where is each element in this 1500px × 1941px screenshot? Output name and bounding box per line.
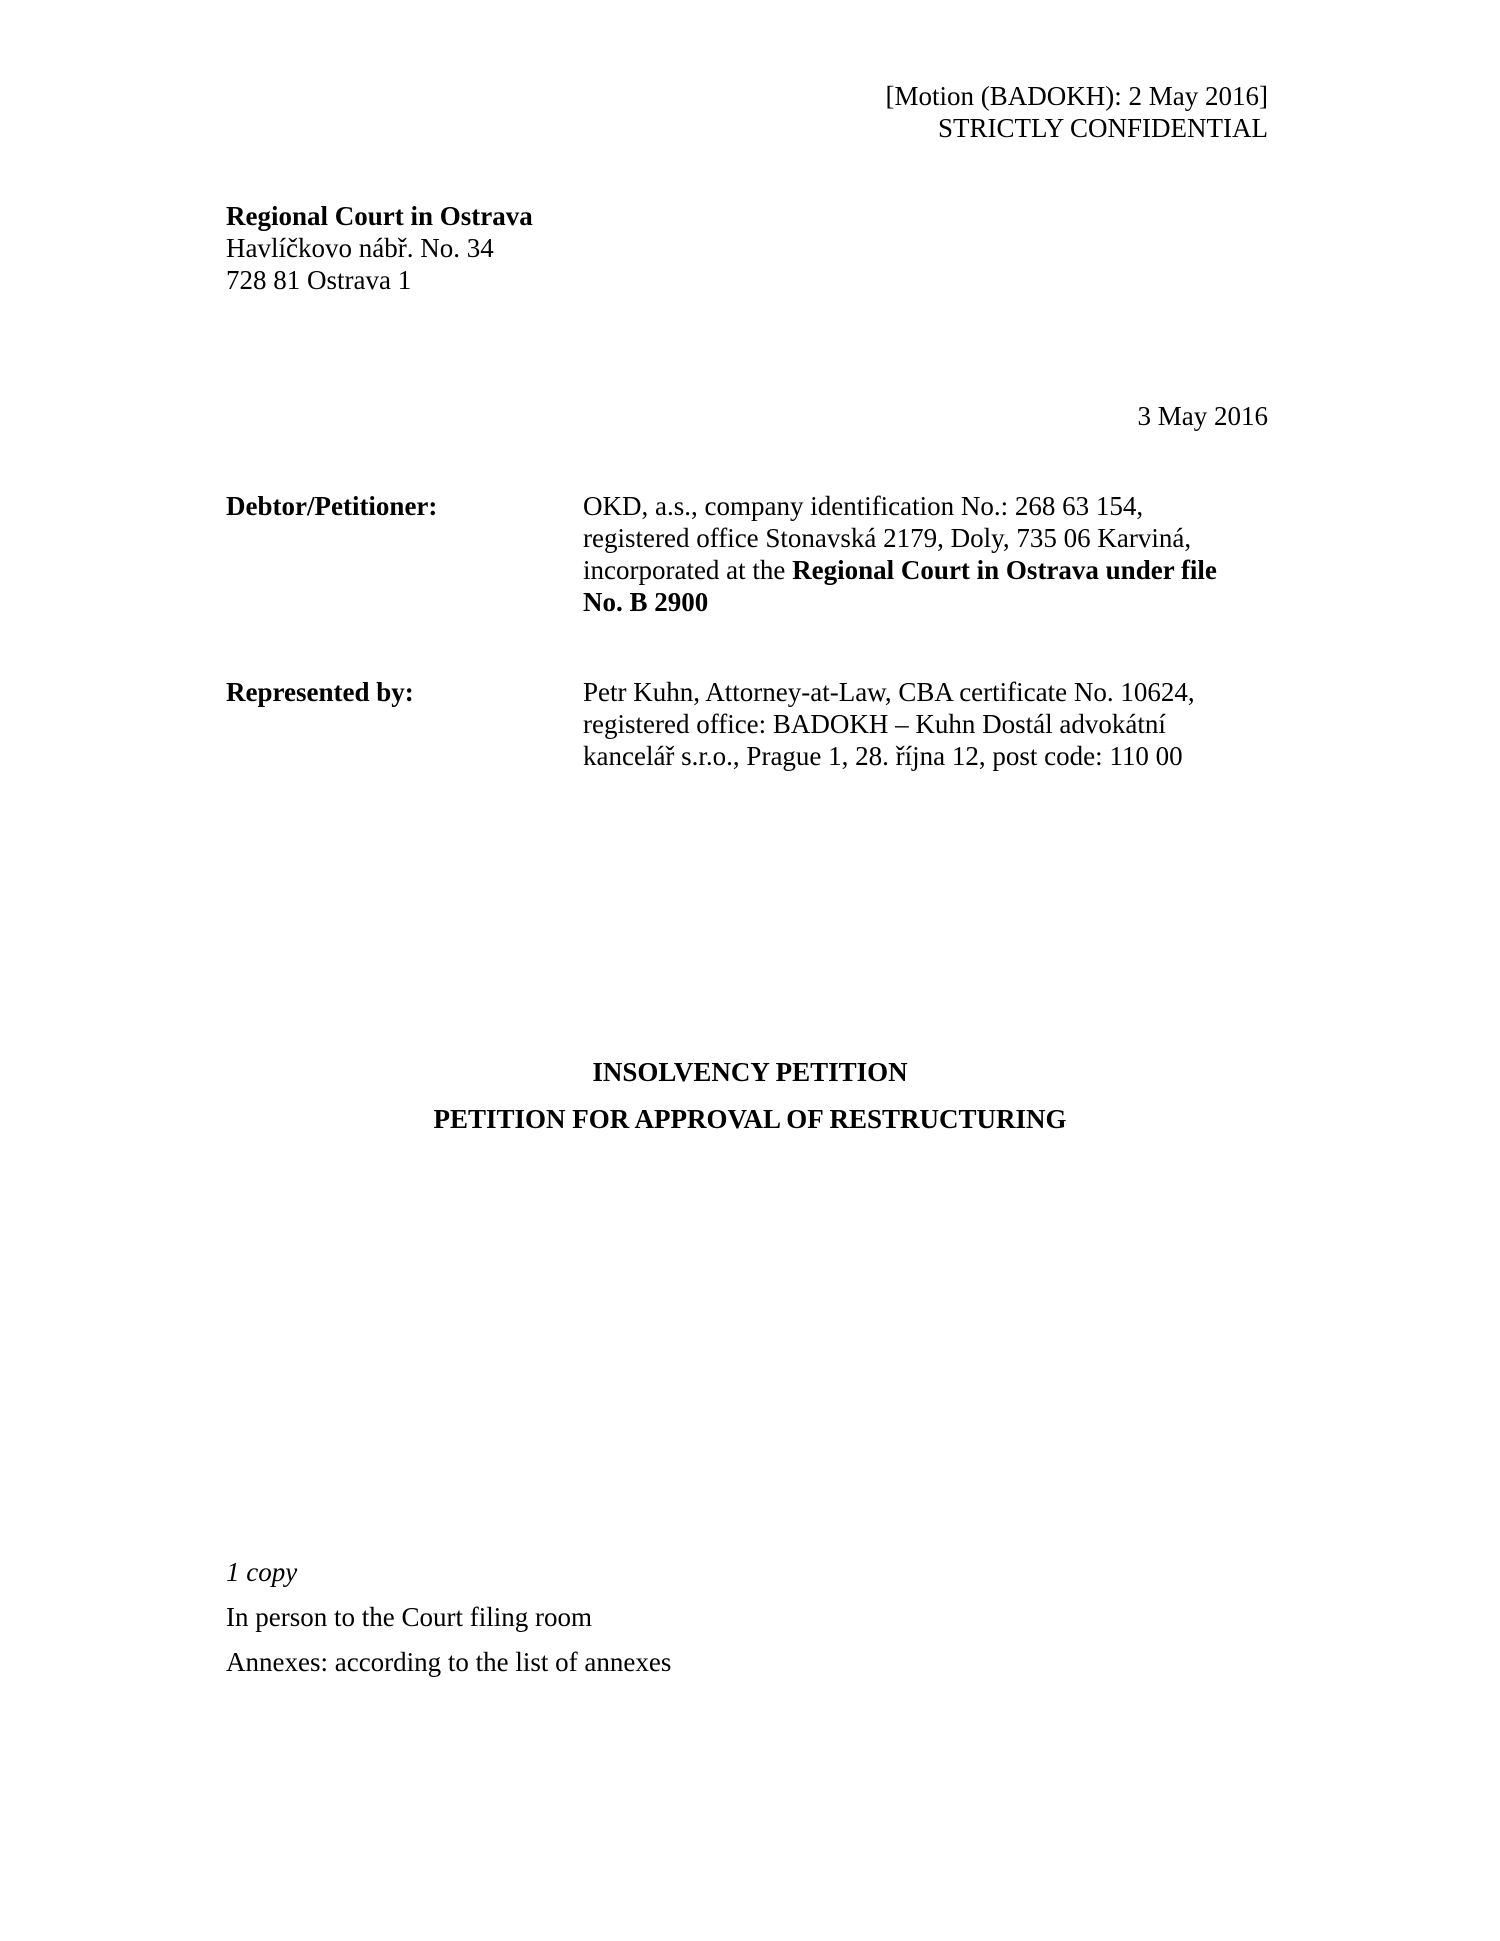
delivery-note: In person to the Court filing room [226, 1602, 592, 1632]
representative-label: Represented by: [226, 677, 414, 707]
confidentiality-notice: STRICTLY CONFIDENTIAL [937, 113, 1268, 143]
addressee-city: 728 81 Ostrava 1 [226, 265, 412, 295]
debtor-label: Debtor/Petitioner: [226, 491, 438, 521]
debtor-line-1: OKD, a.s., company identification No.: 268 63 154, [583, 491, 1144, 521]
representative-details [583, 676, 1195, 772]
debtor-line-3-bold: Regional Court in Ostrava under file [792, 555, 1217, 585]
debtor-details [583, 490, 1217, 618]
document-subtitle: PETITION FOR APPROVAL OF RESTRUCTURING [433, 1104, 1067, 1134]
document-title: INSOLVENCY PETITION [592, 1057, 908, 1087]
addressee-name: Regional Court in Ostrava [226, 201, 533, 231]
document-date: 3 May 2016 [1137, 401, 1268, 431]
debtor-line-3-plain: incorporated at the [583, 555, 793, 585]
representative-line-2: registered office: BADOKH – Kuhn Dostál advokátní [583, 709, 1166, 739]
annexes-note: Annexes: according to the list of annexes [226, 1647, 672, 1677]
copies-note: 1 copy [226, 1557, 298, 1587]
debtor-line-4: No. B 2900 [583, 587, 709, 617]
header-reference: [Motion (BADOKH): 2 May 2016] [885, 81, 1268, 111]
debtor-line-2: registered office Stonavská 2179, Doly, 735 06 Karviná, [583, 523, 1192, 553]
addressee-street: Havlíčkovo nábř. No. 34 [226, 233, 494, 263]
debtor-line-3 [583, 554, 1217, 586]
representative-line-1: Petr Kuhn, Attorney-at-Law, CBA certificate No. 10624, [583, 677, 1195, 707]
representative-line-3: kancelář s.r.o., Prague 1, 28. října 12, post code: 110 00 [583, 741, 1183, 771]
